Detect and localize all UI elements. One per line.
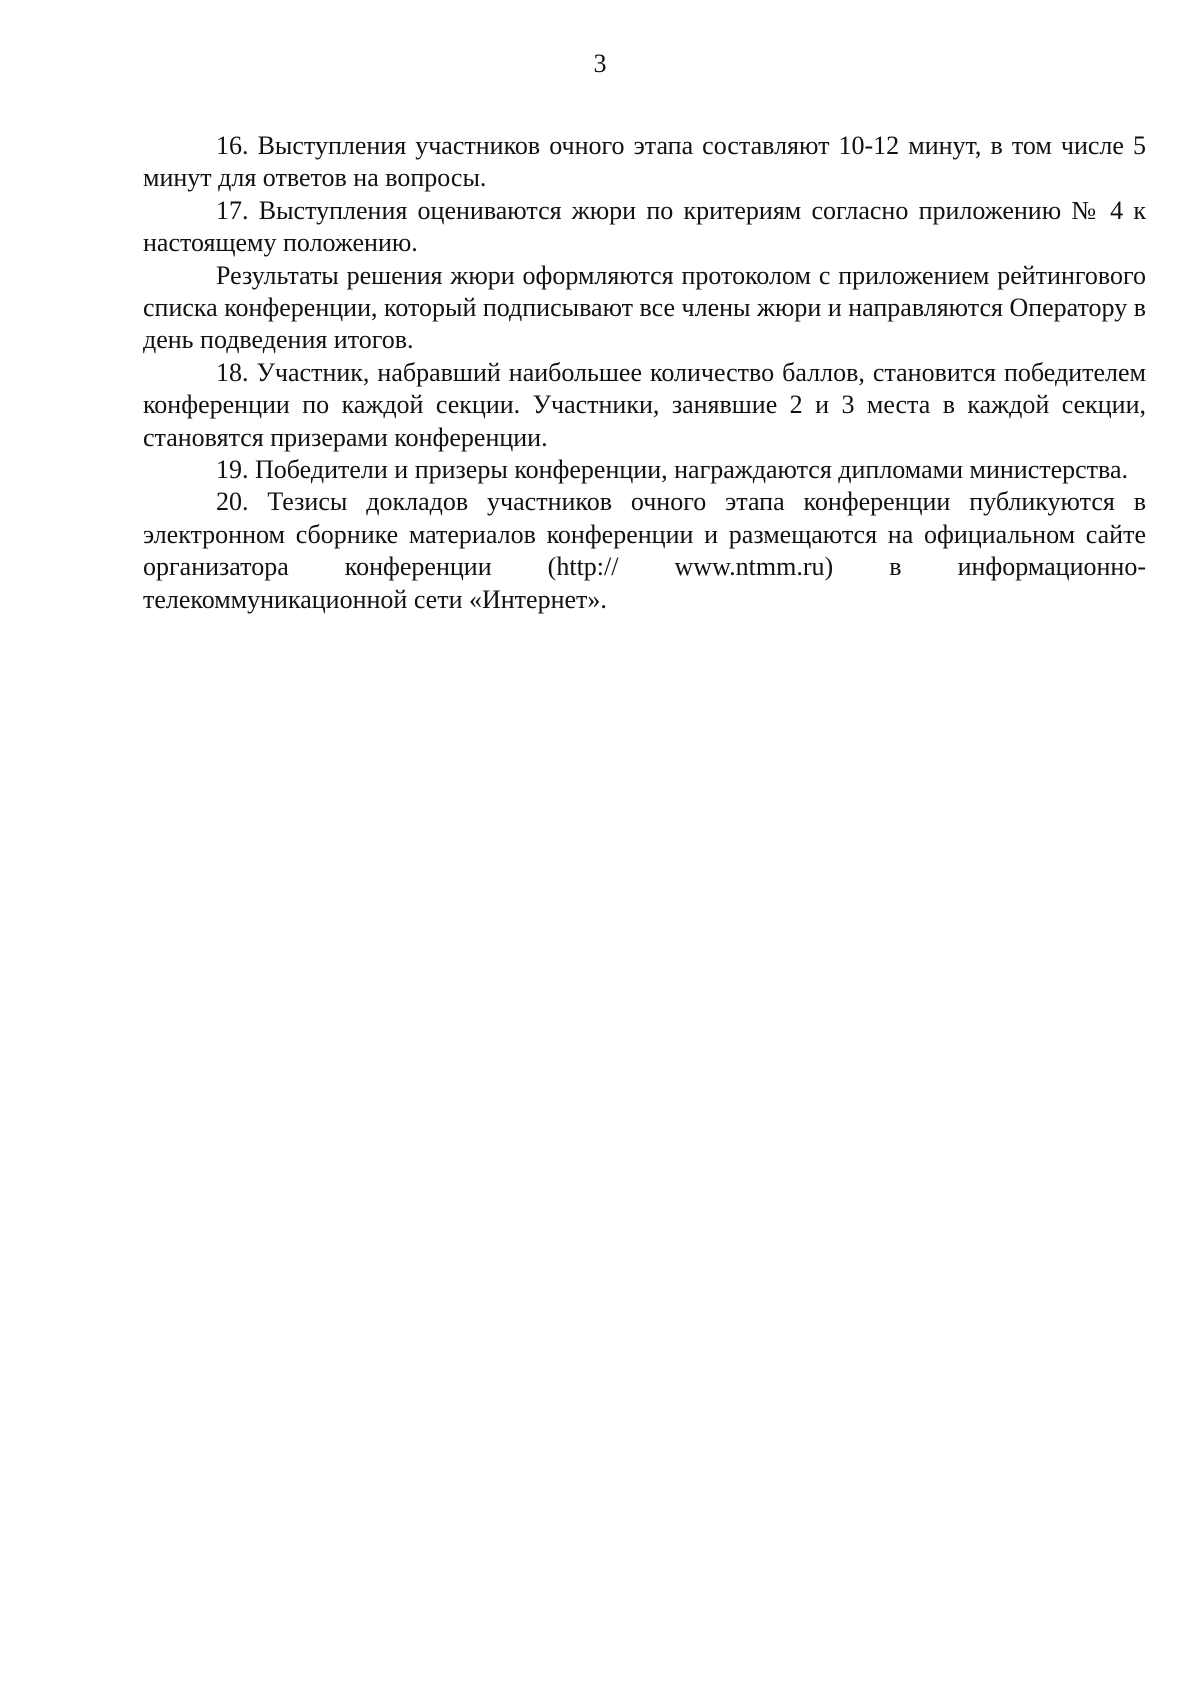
paragraph-results: Результаты решения жюри оформляются протоколом с приложением рейтингового списка конференции, который подписывают все члены жюри и направляются Оператору в день подведения итогов. (143, 260, 1146, 355)
paragraph-19: 19. Победители и призеры конференции, награждаются дипломами министерства. (216, 455, 1129, 485)
paragraph-17: 17. Выступления оцениваются жюри по критериям согласно приложению № 4 к настоящему положению. (143, 195, 1146, 258)
paragraph-16: 16. Выступления участников очного этапа составляют 10-12 минут, в том числе 5 минут для ответов на вопросы. (143, 131, 1146, 193)
document-body (143, 130, 1146, 616)
page-number: 3 (593, 49, 607, 78)
paragraph-20: 20. Тезисы докладов участников очного этапа конференции публикуются в электронном сборнике материалов конференции и размещаются на официальном сайте организатора конференции (http:// www.ntmm.ru) в информационно-телекоммуникационной сети «Интернет». (143, 487, 1146, 614)
paragraph-18: 18. Участник, набравший наибольшее количество баллов, становится победителем конференции по каждой секции. Участники, занявшие 2 и 3 места в каждой секции, становятся призерами конференции. (143, 357, 1146, 452)
